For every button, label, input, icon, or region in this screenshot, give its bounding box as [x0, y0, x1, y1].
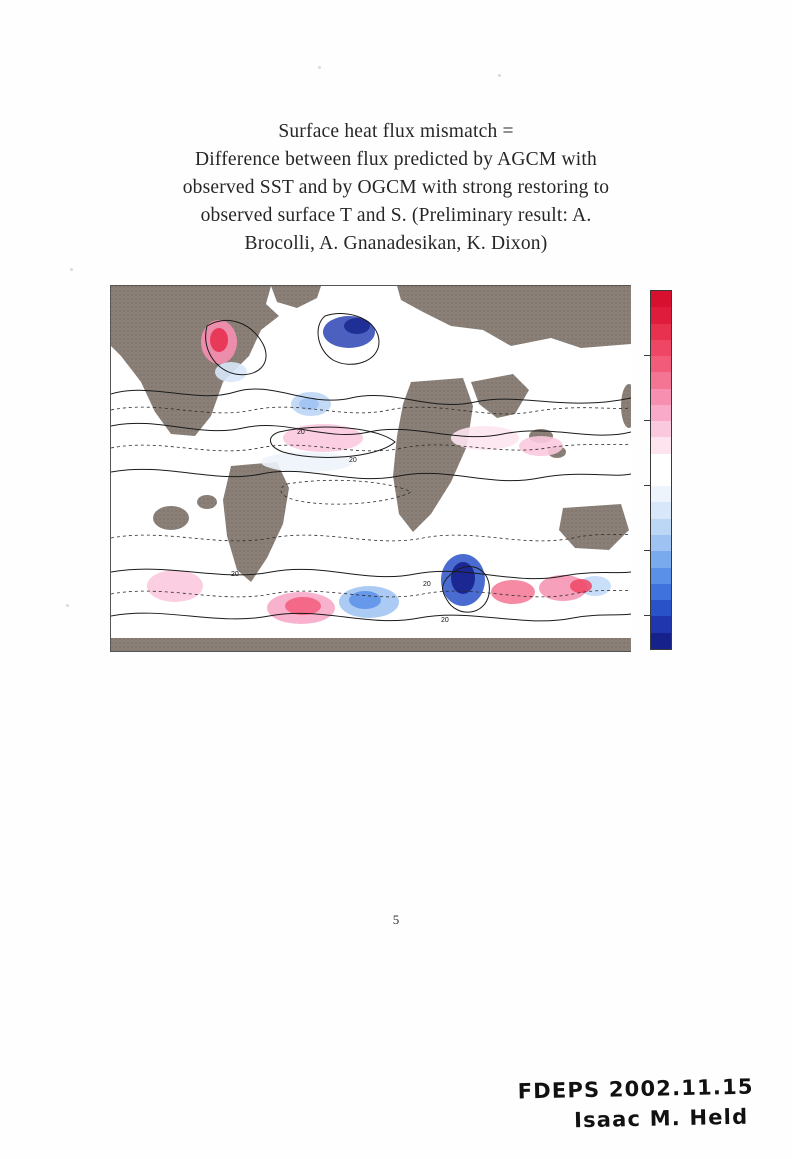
figure-container	[110, 285, 668, 655]
scan-speckle	[70, 268, 73, 271]
svg-text:20: 20	[349, 457, 357, 464]
page-number: 5	[392, 912, 400, 927]
scan-speckle	[318, 66, 321, 69]
handwritten-line-2: Isaac M. Held	[573, 1104, 749, 1133]
svg-text:20: 20	[297, 429, 305, 436]
handwritten-annotation	[517, 1075, 754, 1134]
slide-title-block	[96, 118, 696, 258]
svg-text:20: 20	[441, 617, 449, 624]
handwritten-line-1: FDEPS 2002.11.15	[517, 1074, 754, 1104]
title-line-1: Surface heat flux mismatch =	[278, 121, 514, 142]
world-map-plot	[110, 285, 631, 652]
title-line-3: observed SST and by OGCM with strong restoring to	[182, 177, 610, 198]
scan-speckle	[66, 604, 69, 607]
map-contour-svg	[111, 286, 631, 651]
svg-text:20: 20	[423, 581, 431, 588]
scan-speckle	[498, 74, 501, 77]
title-line-2: Difference between flux predicted by AGCM with	[195, 149, 597, 170]
title-line-5: Brocolli, A. Gnanadesikan, K. Dixon)	[244, 233, 548, 254]
title-line-4: observed surface T and S. (Preliminary result: A.	[200, 205, 592, 226]
svg-text:20: 20	[231, 571, 239, 578]
colorbar	[650, 290, 672, 650]
